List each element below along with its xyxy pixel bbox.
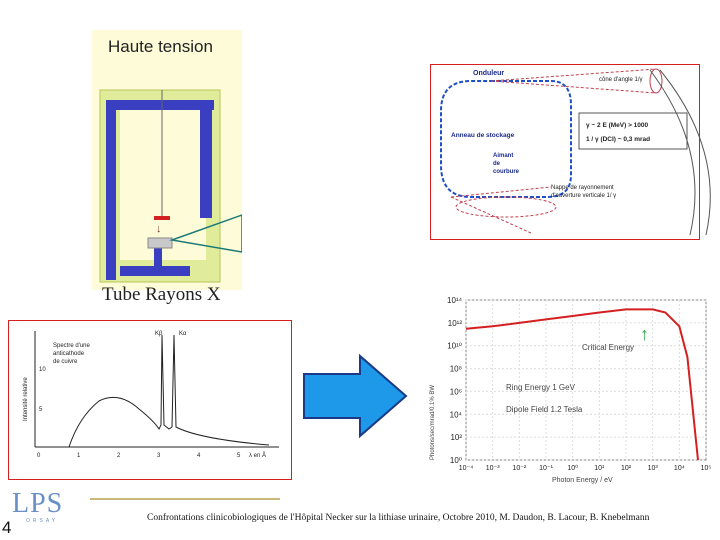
y-tick-label: 10¹⁰ (447, 341, 462, 351)
x-tick-label: 10⁰ (567, 465, 578, 472)
y-tick-label: 10² (450, 433, 462, 443)
xray-tube-panel (92, 30, 242, 290)
spectrum-continuum-curve (69, 335, 269, 447)
anode-target (148, 238, 172, 248)
spectrum-ylabel: Intensité relative (23, 377, 29, 421)
footer-citation: Confrontations clinicobiologiques de l'Hôpital Necker sur la lithiase urinaire, Octobre 2010, M. Daudon, B. Lacour, B. Knebelmann (147, 513, 650, 523)
spectrum-xtick-1: 1 (77, 453, 81, 459)
formula-line-1: γ ~ 2 E (MeV) > 1000 (586, 122, 649, 129)
spectrum-chart-svg (422, 292, 712, 488)
peak-label-kbeta: Kβ (155, 331, 163, 337)
xray-tube-caption: Tube Rayons X (102, 284, 221, 305)
x-tick-label: 10¹ (594, 465, 605, 472)
fan-ellipse (456, 197, 556, 217)
chart-ylabel: Photons/sec/mrad/0.1% BW (430, 384, 436, 460)
annot-dipole-field: Dipole Field 1.2 Tesla (506, 405, 583, 414)
fan-label-1: Nappe de rayonnement (551, 185, 614, 191)
magnet-label-3: courbure (493, 169, 520, 175)
critical-energy-arrow-icon: ↑ (640, 324, 649, 344)
cone-label: cône d'angle 1/γ (599, 77, 643, 83)
xray-spectrum-panel (8, 320, 292, 480)
storage-ring (441, 81, 571, 197)
anode-stem (154, 246, 162, 270)
logo-divider (90, 498, 280, 500)
x-tick-label: 10⁻¹ (539, 465, 553, 472)
spectrum-xtick-3: 3 (157, 453, 161, 459)
spectrum-xtick-0: 0 (37, 453, 41, 459)
annot-critical-energy: Critical Energy (582, 343, 635, 352)
synchrotron-spectrum-chart (422, 292, 712, 488)
spectrum-series-label-2: anticathode (53, 351, 85, 357)
spectrum-ytick-10: 10 (39, 367, 46, 373)
chart-xlabel: Photon Energy / eV (552, 477, 613, 484)
spectrum-series-label-1: Spectre d'une (53, 343, 90, 349)
page-number: 4 (2, 518, 12, 537)
fan-lower-edge (451, 197, 531, 233)
anode-electrode-vertical (200, 100, 212, 218)
spectrum-xlabel: λ en Å (249, 453, 267, 459)
down-arrow-icon: ↓ (156, 223, 162, 235)
plot-area (466, 300, 706, 460)
y-tick-label: 10⁸ (449, 364, 462, 374)
annot-ring-energy: Ring Energy 1 GeV (506, 383, 575, 392)
ring-label: Anneau de stockage (451, 132, 515, 139)
ondulateur-label: Onduleur (473, 70, 505, 77)
logo-subtext: ORSAY (26, 518, 59, 524)
formula-line-2: 1 / γ (DCI) ~ 0,3 mrad (586, 136, 651, 143)
x-tick-label: 10³ (647, 465, 658, 472)
y-tick-label: 10⁶ (449, 387, 462, 397)
x-tick-label: 10⁵ (700, 465, 712, 472)
magnet-label-2: de (493, 161, 501, 167)
spectrum-series-label-3: de cuivre (53, 359, 78, 365)
xray-tube-diagram (92, 30, 242, 290)
synchrotron-deco-arc (640, 60, 720, 240)
cathode-electrode-vertical (106, 100, 116, 280)
magnet-label-1: Aimant (493, 153, 514, 159)
spectrum-xtick-2: 2 (117, 453, 121, 459)
spectrum-xtick-4: 4 (197, 453, 201, 459)
filament-marker (154, 216, 170, 220)
y-tick-label: 10⁴ (449, 410, 462, 420)
lps-logo (12, 490, 92, 530)
spectrum-ytick-5: 5 (39, 407, 43, 413)
y-tick-label: 10¹⁴ (447, 296, 462, 305)
big-right-arrow-icon (300, 352, 410, 440)
x-tick-label: 10⁴ (673, 465, 685, 472)
spectrum-xtick-5: 5 (237, 453, 241, 459)
xray-tube-title: Haute tension (108, 37, 213, 56)
logo-text: LPS (12, 488, 64, 519)
x-tick-label: 10⁻² (512, 465, 527, 472)
fan-upper-edge (451, 187, 551, 197)
y-tick-label: 10¹² (447, 318, 462, 328)
fan-label-2: d'ouverture verticale 1/ γ (551, 193, 617, 199)
xray-spectrum-plot (9, 321, 290, 478)
cathode-electrode-top (106, 100, 214, 110)
x-tick-label: 10⁻³ (485, 465, 500, 472)
x-tick-label: 10⁻⁴ (458, 465, 474, 472)
peak-label-kalpha: Kα (179, 331, 187, 337)
y-tick-label: 10⁰ (449, 456, 462, 465)
x-tick-label: 10² (620, 465, 632, 472)
